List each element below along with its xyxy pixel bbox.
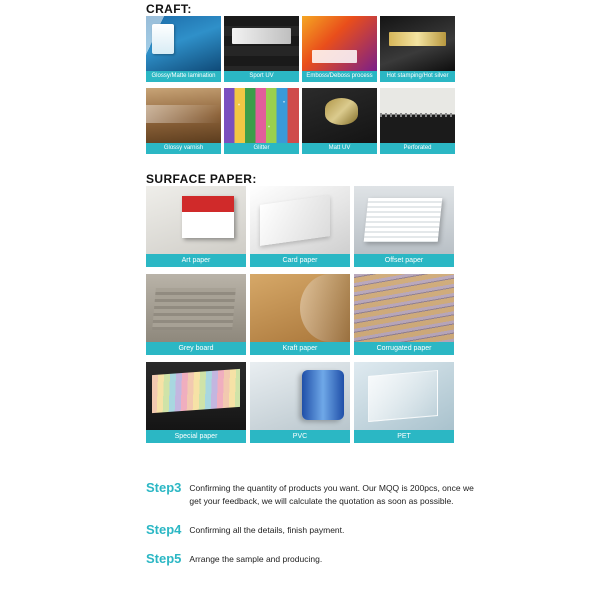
material-caption: Kraft paper [282, 345, 318, 352]
step-label: Step3 [146, 480, 182, 495]
material-image [354, 362, 454, 430]
material-image [302, 88, 377, 143]
material-card[interactable] [250, 274, 350, 355]
material-image [146, 274, 246, 342]
material-caption: Corrugated paper [376, 345, 432, 352]
material-caption: Offset paper [384, 257, 424, 264]
material-card[interactable] [354, 362, 454, 443]
material-card[interactable] [146, 274, 246, 355]
material-caption: Perforated [403, 145, 432, 151]
step-label: Step4 [146, 522, 182, 537]
step-label: Step5 [146, 551, 182, 566]
material-image [146, 362, 246, 430]
material-image [380, 16, 455, 71]
material-caption: Glossy varnish [163, 145, 204, 151]
material-image [302, 16, 377, 71]
material-card[interactable] [354, 274, 454, 355]
material-caption: Grey board [178, 345, 214, 352]
step-row [146, 551, 476, 566]
material-card[interactable] [146, 16, 221, 82]
step-description: Arrange the sample and producing. [189, 554, 323, 564]
material-caption: PVC [292, 433, 308, 440]
material-card[interactable] [380, 88, 455, 154]
material-image [250, 362, 350, 430]
material-card[interactable] [302, 88, 377, 154]
material-caption: Art paper [181, 257, 211, 264]
material-caption: Hot stamping/Hot silver [386, 73, 449, 79]
material-caption: Emboss/Deboss process [306, 73, 373, 79]
material-image [250, 274, 350, 342]
material-card[interactable] [302, 16, 377, 82]
craft-thumbnail-grid [146, 16, 455, 157]
material-image [224, 88, 299, 143]
material-caption: Special paper [174, 433, 218, 440]
material-image [354, 274, 454, 342]
material-caption: Card paper [282, 257, 318, 264]
material-caption: Sport UV [249, 73, 274, 79]
material-caption: Glitter [253, 145, 270, 151]
steps-list [146, 480, 476, 580]
step-description: Confirming all the details, finish payment. [189, 525, 345, 535]
material-image [146, 16, 221, 71]
material-card[interactable] [146, 186, 246, 267]
material-image [380, 88, 455, 143]
material-image [224, 16, 299, 71]
surface-paper-section-title: SURFACE PAPER: [146, 172, 257, 186]
material-card[interactable] [224, 16, 299, 82]
material-image [354, 186, 454, 254]
material-caption: PET [397, 433, 411, 440]
material-image [146, 88, 221, 143]
craft-section-title: CRAFT: [146, 2, 192, 16]
material-card[interactable] [380, 16, 455, 82]
material-card[interactable] [224, 88, 299, 154]
material-image [146, 186, 246, 254]
step-row [146, 522, 476, 537]
material-card[interactable] [146, 362, 246, 443]
surface-paper-thumbnail-grid [146, 186, 455, 446]
material-card[interactable] [354, 186, 454, 267]
material-image [250, 186, 350, 254]
material-caption: Matt UV [328, 145, 351, 151]
material-card[interactable] [250, 186, 350, 267]
step-description: Confirming the quantity of products you want. Our MQQ is 200pcs, once we get your feedback, we will calculate the quotation as soon as possible. [189, 483, 474, 506]
step-row [146, 480, 476, 508]
material-card[interactable] [250, 362, 350, 443]
material-caption: Glossy/Matte lamination [151, 73, 216, 79]
material-card[interactable] [146, 88, 221, 154]
